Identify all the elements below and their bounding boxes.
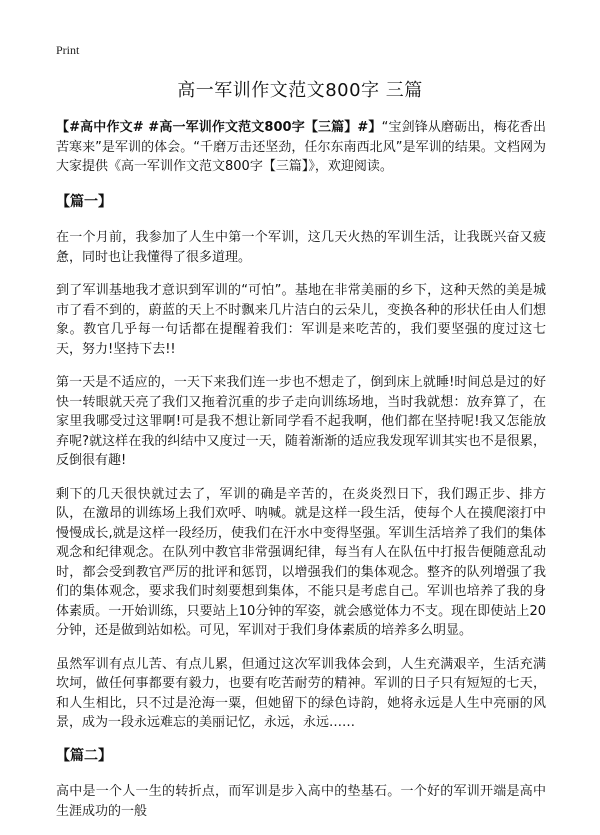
intro-tags: 【#高中作文# #高一军训作文范文800字【三篇】#】	[56, 120, 382, 135]
section-1-paragraph-4: 剩下的几天很快就过去了，军训的确是辛苦的，在炎炎烈日下，我们踢正步、排方队，在激昂的训练场上我们欢呼、呐喊。就是这样一段生活，使每个人在摸爬滚打中慢慢成长,就是这样一段经历，使我们在汗水中变得坚强。军训生活培养了我们的集体观念和纪律观念。在队列中教官非常强调纪律，每当有人在队伍中打报告便随意乱动时，都会受到教官严厉的批评和惩罚，以增强我们的集体观念。整齐的队列增强了我们的集体观念，要求我们时刻要想到集体，不能只是考虑自己。军训也培养了我的身体素质。一开始训练，只要站上10分钟的军姿，就会感觉体力不支。现在即使站上20分钟，还是做到站如松。可见，军训对于我们身体素质的培养多么明显。	[56, 486, 546, 638]
page-title: 高一军训作文范文800字 三篇	[177, 80, 423, 101]
section-1-paragraph-2: 到了军训基地我才意识到军训的“可怕”。基地在非常美丽的乡下，这种天然的美是城市了看不到的，蔚蓝的天上不时飘来几片洁白的云朵儿，变换各种的形状任由人们想象。教官几乎每一句话都在提醒着我们：军训是来吃苦的，我们要坚强的度过这七天，努力!坚持下去!!	[56, 283, 546, 357]
intro-text: “宝剑锋从磨砺出，梅花香出苦寒来”是军训的体会。“千磨万击还坚劲，任尔东南西北风”是军训的结果。文档网为大家提供《高一军训作文范文800字【三篇】》，欢迎阅读。	[56, 120, 546, 174]
section-2-paragraph-1: 高中是一个人一生的转折点，而军训是步入高中的垫基石。一个好的军训开端是高中生涯成功的一般	[56, 784, 546, 819]
section-heading-2: 【篇二】	[56, 747, 112, 764]
section-1-paragraph-3: 第一天是不适应的，一天下来我们连一步也不想走了，倒到床上就睡!时间总是过的好快一转眼就天亮了我们又拖着沉重的步子走向训练场地，当时我就想：放弃算了，在家里我哪受过这罪啊!可是我不想让新同学看不起我啊，他们都在坚持呢!我又怎能放弃呢?就这样在我的纠结中又度过一天，随着渐渐的适应我发现军训其实也不是很累，反倒很有趣!	[56, 375, 546, 468]
print-label: Print	[56, 43, 80, 57]
intro-paragraph	[56, 118, 546, 177]
article-body	[56, 118, 546, 835]
section-1-paragraph-5: 虽然军训有点儿苦、有点儿累，但通过这次军训我体会到，人生充满艰辛，生活充满坎坷，做任何事都要有毅力，也要有吃苦耐劳的精神。军训的日子只有短短的七天，和人生相比，只不过是沧海一粟，但她留下的绿色诗韵，她将永远是人生中亮丽的风景，成为一段永远难忘的美丽记忆，永远，永远……	[56, 656, 546, 730]
section-heading-1: 【篇一】	[56, 193, 112, 210]
section-1-paragraph-1: 在一个月前，我参加了人生中第一个军训，这几天火热的军训生活，让我既兴奋又疲惫，同时也让我懂得了很多道理。	[56, 230, 546, 265]
